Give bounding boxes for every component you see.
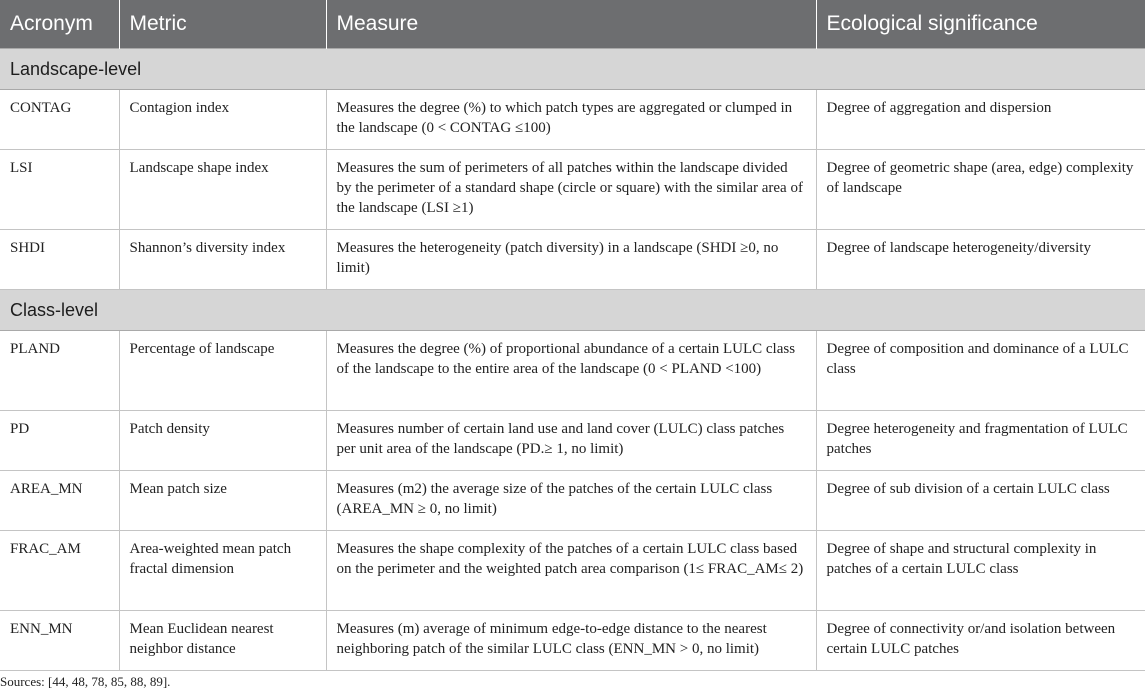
significance-cell: Degree of geometric shape (area, edge) complexity of landscape <box>816 150 1145 230</box>
measure-cell: Measures the degree (%) to which patch types are aggregated or clumped in the landscape (0 < CONTAG ≤100) <box>326 90 816 150</box>
metric-cell: Area-weighted mean patch fractal dimension <box>119 531 326 611</box>
acronym-cell: CONTAG <box>0 90 119 150</box>
header-measure: Measure <box>326 0 816 49</box>
measure-cell: Measures the sum of perimeters of all patches within the landscape divided by the perimeter of a standard shape (circle or square) with the similar area of the landscape (LSI ≥1) <box>326 150 816 230</box>
acronym-cell: SHDI <box>0 230 119 290</box>
measure-cell: Measures the shape complexity of the patches of a certain LULC class based on the perimeter and the weighted patch area comparison (1≤ FRAC_AM≤ 2) <box>326 531 816 611</box>
metric-cell: Mean Euclidean nearest neighbor distance <box>119 611 326 671</box>
significance-cell: Degree heterogeneity and fragmentation of LULC patches <box>816 411 1145 471</box>
metric-cell: Mean patch size <box>119 471 326 531</box>
measure-cell: Measures number of certain land use and land cover (LULC) class patches per unit area of the landscape (PD.≥ 1, no limit) <box>326 411 816 471</box>
metric-cell: Patch density <box>119 411 326 471</box>
table-row <box>0 411 1145 471</box>
metric-cell: Shannon’s diversity index <box>119 230 326 290</box>
table-row <box>0 531 1145 611</box>
table-row <box>0 230 1145 290</box>
acronym-cell: PLAND <box>0 331 119 411</box>
table-header-row <box>0 0 1145 49</box>
measure-cell: Measures the degree (%) of proportional abundance of a certain LULC class of the landscape to the entire area of the landscape (0 < PLAND <100) <box>326 331 816 411</box>
acronym-cell: FRAC_AM <box>0 531 119 611</box>
sources-note: Sources: [44, 48, 78, 85, 88, 89]. <box>0 674 171 689</box>
table-row <box>0 471 1145 531</box>
table-row <box>0 90 1145 150</box>
metric-cell: Contagion index <box>119 90 326 150</box>
header-acronym: Acronym <box>0 0 119 49</box>
metric-cell: Landscape shape index <box>119 150 326 230</box>
significance-cell: Degree of connectivity or/and isolation between certain LULC patches <box>816 611 1145 671</box>
acronym-cell: ENN_MN <box>0 611 119 671</box>
significance-cell: Degree of landscape heterogeneity/diversity <box>816 230 1145 290</box>
header-ecological-significance: Ecological significance <box>816 0 1145 49</box>
section-title: Landscape-level <box>0 49 1145 90</box>
significance-cell: Degree of aggregation and dispersion <box>816 90 1145 150</box>
significance-cell: Degree of shape and structural complexity in patches of a certain LULC class <box>816 531 1145 611</box>
significance-cell: Degree of sub division of a certain LULC class <box>816 471 1145 531</box>
table-row <box>0 150 1145 230</box>
significance-cell: Degree of composition and dominance of a LULC class <box>816 331 1145 411</box>
measure-cell: Measures (m) average of minimum edge-to-edge distance to the nearest neighboring patch of the similar LULC class (ENN_MN > 0, no limit) <box>326 611 816 671</box>
measure-cell: Measures (m2) the average size of the patches of the certain LULC class (AREA_MN ≥ 0, no limit) <box>326 471 816 531</box>
acronym-cell: LSI <box>0 150 119 230</box>
table-row <box>0 611 1145 671</box>
acronym-cell: PD <box>0 411 119 471</box>
section-row-class-level <box>0 290 1145 331</box>
header-metric: Metric <box>119 0 326 49</box>
table-row <box>0 331 1145 411</box>
section-row-landscape-level <box>0 49 1145 90</box>
section-title: Class-level <box>0 290 1145 331</box>
acronym-cell: AREA_MN <box>0 471 119 531</box>
measure-cell: Measures the heterogeneity (patch diversity) in a landscape (SHDI ≥0, no limit) <box>326 230 816 290</box>
metric-cell: Percentage of landscape <box>119 331 326 411</box>
